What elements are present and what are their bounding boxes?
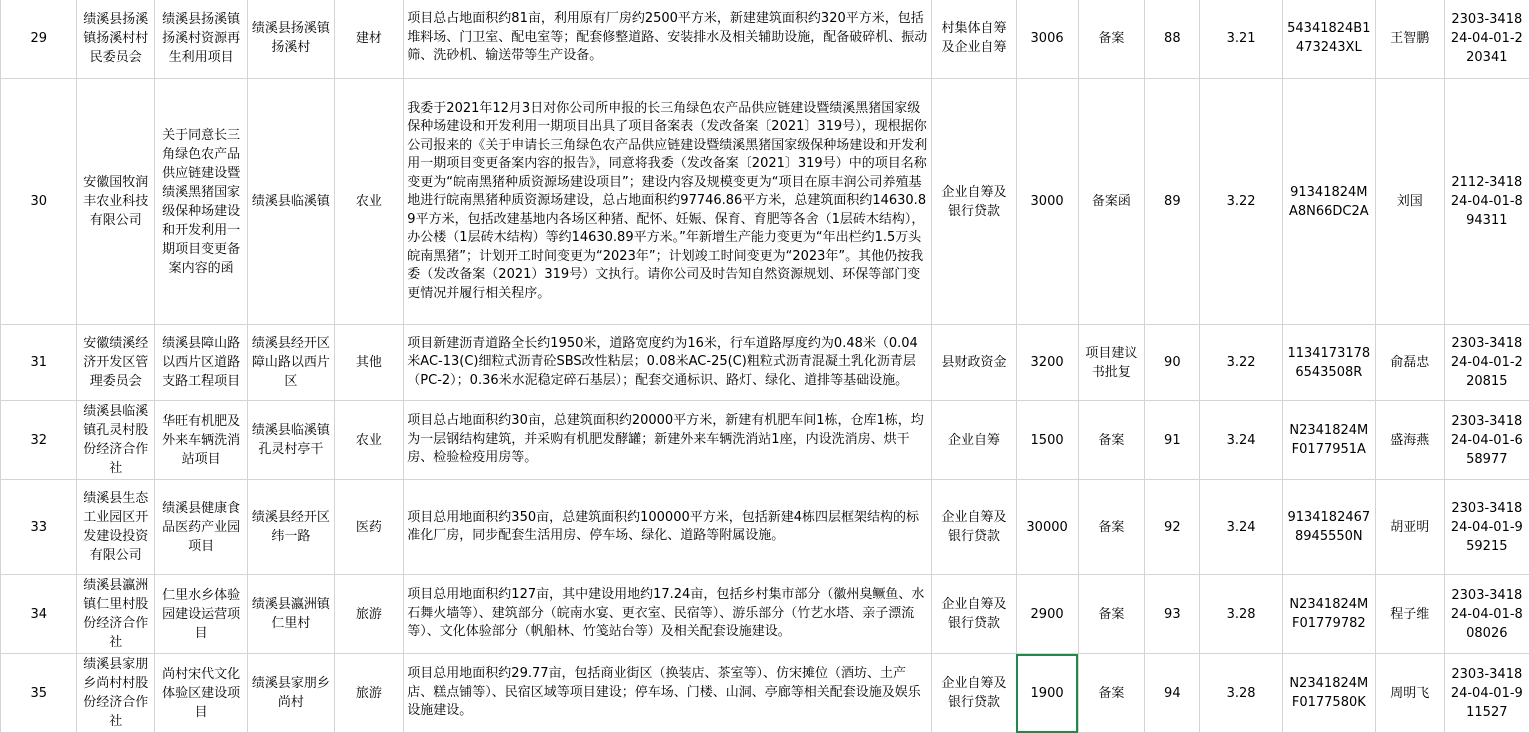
cell-content[interactable]: 项目总用地面积约350亩，总建筑面积约100000平方米，包括新建4栋四层框架结构的标准化厂房，同步配套生活用房、停车场、绿化、道路等附属设施。 (404, 480, 932, 575)
cell-date[interactable]: 3.24 (1200, 480, 1282, 575)
cell-project-name[interactable]: 绩溪县扬溪镇扬溪村资源再生利用项目 (155, 0, 248, 79)
cell-contact[interactable]: 胡亚明 (1375, 480, 1444, 575)
table-row (1, 79, 1530, 325)
cell-date[interactable]: 3.22 (1200, 79, 1282, 325)
cell-content[interactable]: 项目新建沥青道路全长约1950米，道路宽度约为16米，行车道路厚度约为0.48米（0.04米AC-13(C)细粒式沥青砼SBS改性粘层；0.08米AC-25(C)粗粒式沥青混凝土乳化沥青层（PC-2）；0.36米水泥稳定碎石基层）；配套交通标识、路灯、绿化、道排等基础设施。 (404, 325, 932, 401)
cell-location[interactable]: 绩溪县瀛洲镇仁里村 (248, 575, 334, 654)
cell-unit[interactable]: 绩溪县瀛洲镇仁里村股份经济合作社 (77, 575, 155, 654)
cell-credit-code[interactable]: N2341824MF0177580K (1282, 654, 1375, 733)
cell-funding[interactable]: 企业自筹及银行贷款 (932, 480, 1016, 575)
cell-date[interactable]: 3.28 (1200, 654, 1282, 733)
cell-seq[interactable]: 29 (1, 0, 77, 79)
cell-unit[interactable]: 绩溪县临溪镇孔灵村股份经济合作社 (77, 401, 155, 480)
cell-investment[interactable]: 30000 (1016, 480, 1078, 575)
table-row (1, 401, 1530, 480)
cell-credit-code[interactable]: N2341824MF01779782 (1282, 575, 1375, 654)
cell-project-code[interactable]: 2112-341824-04-01-894311 (1444, 79, 1529, 325)
cell-number[interactable]: 93 (1145, 575, 1200, 654)
cell-industry[interactable]: 建材 (334, 0, 404, 79)
cell-investment[interactable]: 1500 (1016, 401, 1078, 480)
cell-funding[interactable]: 企业自筹及银行贷款 (932, 575, 1016, 654)
cell-number[interactable]: 92 (1145, 480, 1200, 575)
cell-funding[interactable]: 企业自筹及银行贷款 (932, 79, 1016, 325)
cell-seq[interactable]: 32 (1, 401, 77, 480)
cell-location[interactable]: 绩溪县临溪镇孔灵村亭干 (248, 401, 334, 480)
cell-credit-code[interactable]: 54341824B1473243XL (1282, 0, 1375, 79)
cell-location[interactable]: 绩溪县扬溪镇扬溪村 (248, 0, 334, 79)
table-row (1, 654, 1530, 733)
cell-seq[interactable]: 31 (1, 325, 77, 401)
table-row (1, 0, 1530, 79)
cell-project-code[interactable]: 2303-341824-04-01-220815 (1444, 325, 1529, 401)
cell-funding[interactable]: 县财政资金 (932, 325, 1016, 401)
cell-unit[interactable]: 绩溪县生态工业园区开发建设投资有限公司 (77, 480, 155, 575)
cell-project-name[interactable]: 仁里水乡体验园建设运营项目 (155, 575, 248, 654)
cell-funding[interactable]: 村集体自筹及企业自筹 (932, 0, 1016, 79)
cell-number[interactable]: 90 (1145, 325, 1200, 401)
cell-approval-type[interactable]: 备案 (1078, 654, 1145, 733)
sheet-body (1, 0, 1530, 733)
cell-number[interactable]: 91 (1145, 401, 1200, 480)
cell-seq[interactable]: 30 (1, 79, 77, 325)
cell-content[interactable]: 项目总用地面积约29.77亩，包括商业街区（换装店、茶室等）、仿宋摊位（酒坊、土产店、糕点铺等）、民宿区域等项目建设；停车场、门楼、山洞、亭廊等相关配套设施及娱乐设施建设。 (404, 654, 932, 733)
cell-seq[interactable]: 33 (1, 480, 77, 575)
cell-content[interactable]: 我委于2021年12月3日对你公司所申报的长三角绿色农产品供应链建设暨绩溪黑猪国家级保种场建设和开发利用一期项目出具了项目备案表（发改备案〔2021〕319号），现根据你公司报来的《关于申请长三角绿色农产品供应链建设暨绩溪黑猪国家级保种场建设和开发利用一期项目变更备案内容的报告》，同意将我委（发改备案〔2021〕319号）中的项目名称变更为“皖南黑猪种质资源场建设项目”；建设内容及规模变更为“项目在原丰润公司养殖基地进行皖南黑猪种质资源场建设，总占地面积约97746.86平方米，总建筑面积约14630.89平方米，包括改建基地内各场区种猪、配怀、妊娠、保育、育肥等各舍（1层砖木结构），办公楼（1层砖木结构）等约14630.89平方米。”年新增生产能力变更为“年出栏约1.5万头皖南黑猪”；计划开工时间变更为“2023年”；计划竣工时间变更为“2023年”。其他仍按我委（发改备案（2021）319号）文执行。请你公司及时告知自然资源规划、环保等部门变更情况并履行相关程序。 (404, 79, 932, 325)
cell-number[interactable]: 94 (1145, 654, 1200, 733)
cell-seq[interactable]: 34 (1, 575, 77, 654)
cell-approval-type[interactable]: 备案 (1078, 480, 1145, 575)
cell-content[interactable]: 项目总用地面积约127亩，其中建设用地约17.24亩，包括乡村集市部分（徽州臭鳜鱼、水石舞火墙等）、建筑部分（皖南水宴、更衣室、民宿等）、游乐部分（竹艺水塔、亲子漂流等）、文化体验部分（帆船林、竹笺站台等）及相关配套设施建设。 (404, 575, 932, 654)
cell-project-code[interactable]: 2303-341824-04-01-959215 (1444, 480, 1529, 575)
cell-contact[interactable]: 盛海燕 (1375, 401, 1444, 480)
cell-contact[interactable]: 周明飞 (1375, 654, 1444, 733)
cell-number[interactable]: 89 (1145, 79, 1200, 325)
cell-industry[interactable]: 旅游 (334, 654, 404, 733)
table-row (1, 325, 1530, 401)
cell-funding[interactable]: 企业自筹 (932, 401, 1016, 480)
cell-seq[interactable]: 35 (1, 654, 77, 733)
cell-unit[interactable]: 安徽绩溪经济开发区管理委员会 (77, 325, 155, 401)
cell-project-code[interactable]: 2303-341824-04-01-658977 (1444, 401, 1529, 480)
cell-approval-type[interactable]: 备案函 (1078, 79, 1145, 325)
cell-approval-type[interactable]: 备案 (1078, 401, 1145, 480)
cell-unit[interactable]: 绩溪县扬溪镇扬溪村村民委员会 (77, 0, 155, 79)
cell-location[interactable]: 绩溪县经开区纬一路 (248, 480, 334, 575)
cell-content[interactable]: 项目总占地面积约81亩，利用原有厂房约2500平方米，新建建筑面积约320平方米，包括堆料场、门卫室、配电室等；配套修整道路、安装排水及相关辅助设施，配备破碎机、振动筛、洗砂机、输送带等生产设备。 (404, 0, 932, 79)
cell-industry[interactable]: 医药 (334, 480, 404, 575)
cell-project-code[interactable]: 2303-341824-04-01-808026 (1444, 575, 1529, 654)
cell-approval-type[interactable]: 备案 (1078, 575, 1145, 654)
cell-content[interactable]: 项目总占地面积约30亩，总建筑面积约20000平方米，新建有机肥车间1栋，仓库1栋，均为一层钢结构建筑，并采购有机肥发酵罐；新建外来车辆洗消站1座，内设洗消房、烘干房、检验检疫用房等。 (404, 401, 932, 480)
cell-contact[interactable]: 程子维 (1375, 575, 1444, 654)
cell-project-name[interactable]: 关于同意长三角绿色农产品供应链建设暨绩溪黑猪国家级保种场建设和开发利用一期项目变更备案内容的函 (155, 79, 248, 325)
cell-contact[interactable]: 俞磊忠 (1375, 325, 1444, 401)
cell-investment[interactable]: 2900 (1016, 575, 1078, 654)
cell-investment[interactable]: 3006 (1016, 0, 1078, 79)
cell-project-code[interactable]: 2303-341824-04-01-911527 (1444, 654, 1529, 733)
table-row (1, 575, 1530, 654)
cell-credit-code[interactable]: 91341824678945550N (1282, 480, 1375, 575)
cell-project-name[interactable]: 华旺有机肥及外来车辆洗消站项目 (155, 401, 248, 480)
cell-approval-type[interactable]: 项目建议书批复 (1078, 325, 1145, 401)
cell-investment[interactable]: 1900 (1016, 654, 1078, 733)
cell-date[interactable]: 3.28 (1200, 575, 1282, 654)
cell-investment[interactable]: 3000 (1016, 79, 1078, 325)
cell-location[interactable]: 绩溪县临溪镇 (248, 79, 334, 325)
cell-project-name[interactable]: 尚村宋代文化体验区建设项目 (155, 654, 248, 733)
cell-contact[interactable]: 王智鹏 (1375, 0, 1444, 79)
table-row (1, 480, 1530, 575)
cell-project-name[interactable]: 绩溪县障山路以西片区道路支路工程项目 (155, 325, 248, 401)
cell-date[interactable]: 3.22 (1200, 325, 1282, 401)
cell-unit[interactable]: 安徽国牧润丰农业科技有限公司 (77, 79, 155, 325)
cell-project-name[interactable]: 绩溪县健康食品医药产业园项目 (155, 480, 248, 575)
cell-credit-code[interactable]: 11341731786543508R (1282, 325, 1375, 401)
cell-industry[interactable]: 农业 (334, 401, 404, 480)
cell-number[interactable]: 88 (1145, 0, 1200, 79)
cell-contact[interactable]: 刘国 (1375, 79, 1444, 325)
cell-date[interactable]: 3.24 (1200, 401, 1282, 480)
cell-date[interactable]: 3.21 (1200, 0, 1282, 79)
cell-industry[interactable]: 旅游 (334, 575, 404, 654)
cell-unit[interactable]: 绩溪县家朋乡尚村村股份经济合作社 (77, 654, 155, 733)
cell-funding[interactable]: 企业自筹及银行贷款 (932, 654, 1016, 733)
cell-location[interactable]: 绩溪县经开区障山路以西片区 (248, 325, 334, 401)
cell-credit-code[interactable]: N2341824MF0177951A (1282, 401, 1375, 480)
cell-investment[interactable]: 3200 (1016, 325, 1078, 401)
cell-location[interactable]: 绩溪县家朋乡尚村 (248, 654, 334, 733)
cell-project-code[interactable]: 2303-341824-04-01-220341 (1444, 0, 1529, 79)
cell-industry[interactable]: 农业 (334, 79, 404, 325)
cell-credit-code[interactable]: 91341824MA8N66DC2A (1282, 79, 1375, 325)
cell-industry[interactable]: 其他 (334, 325, 404, 401)
cell-approval-type[interactable]: 备案 (1078, 0, 1145, 79)
